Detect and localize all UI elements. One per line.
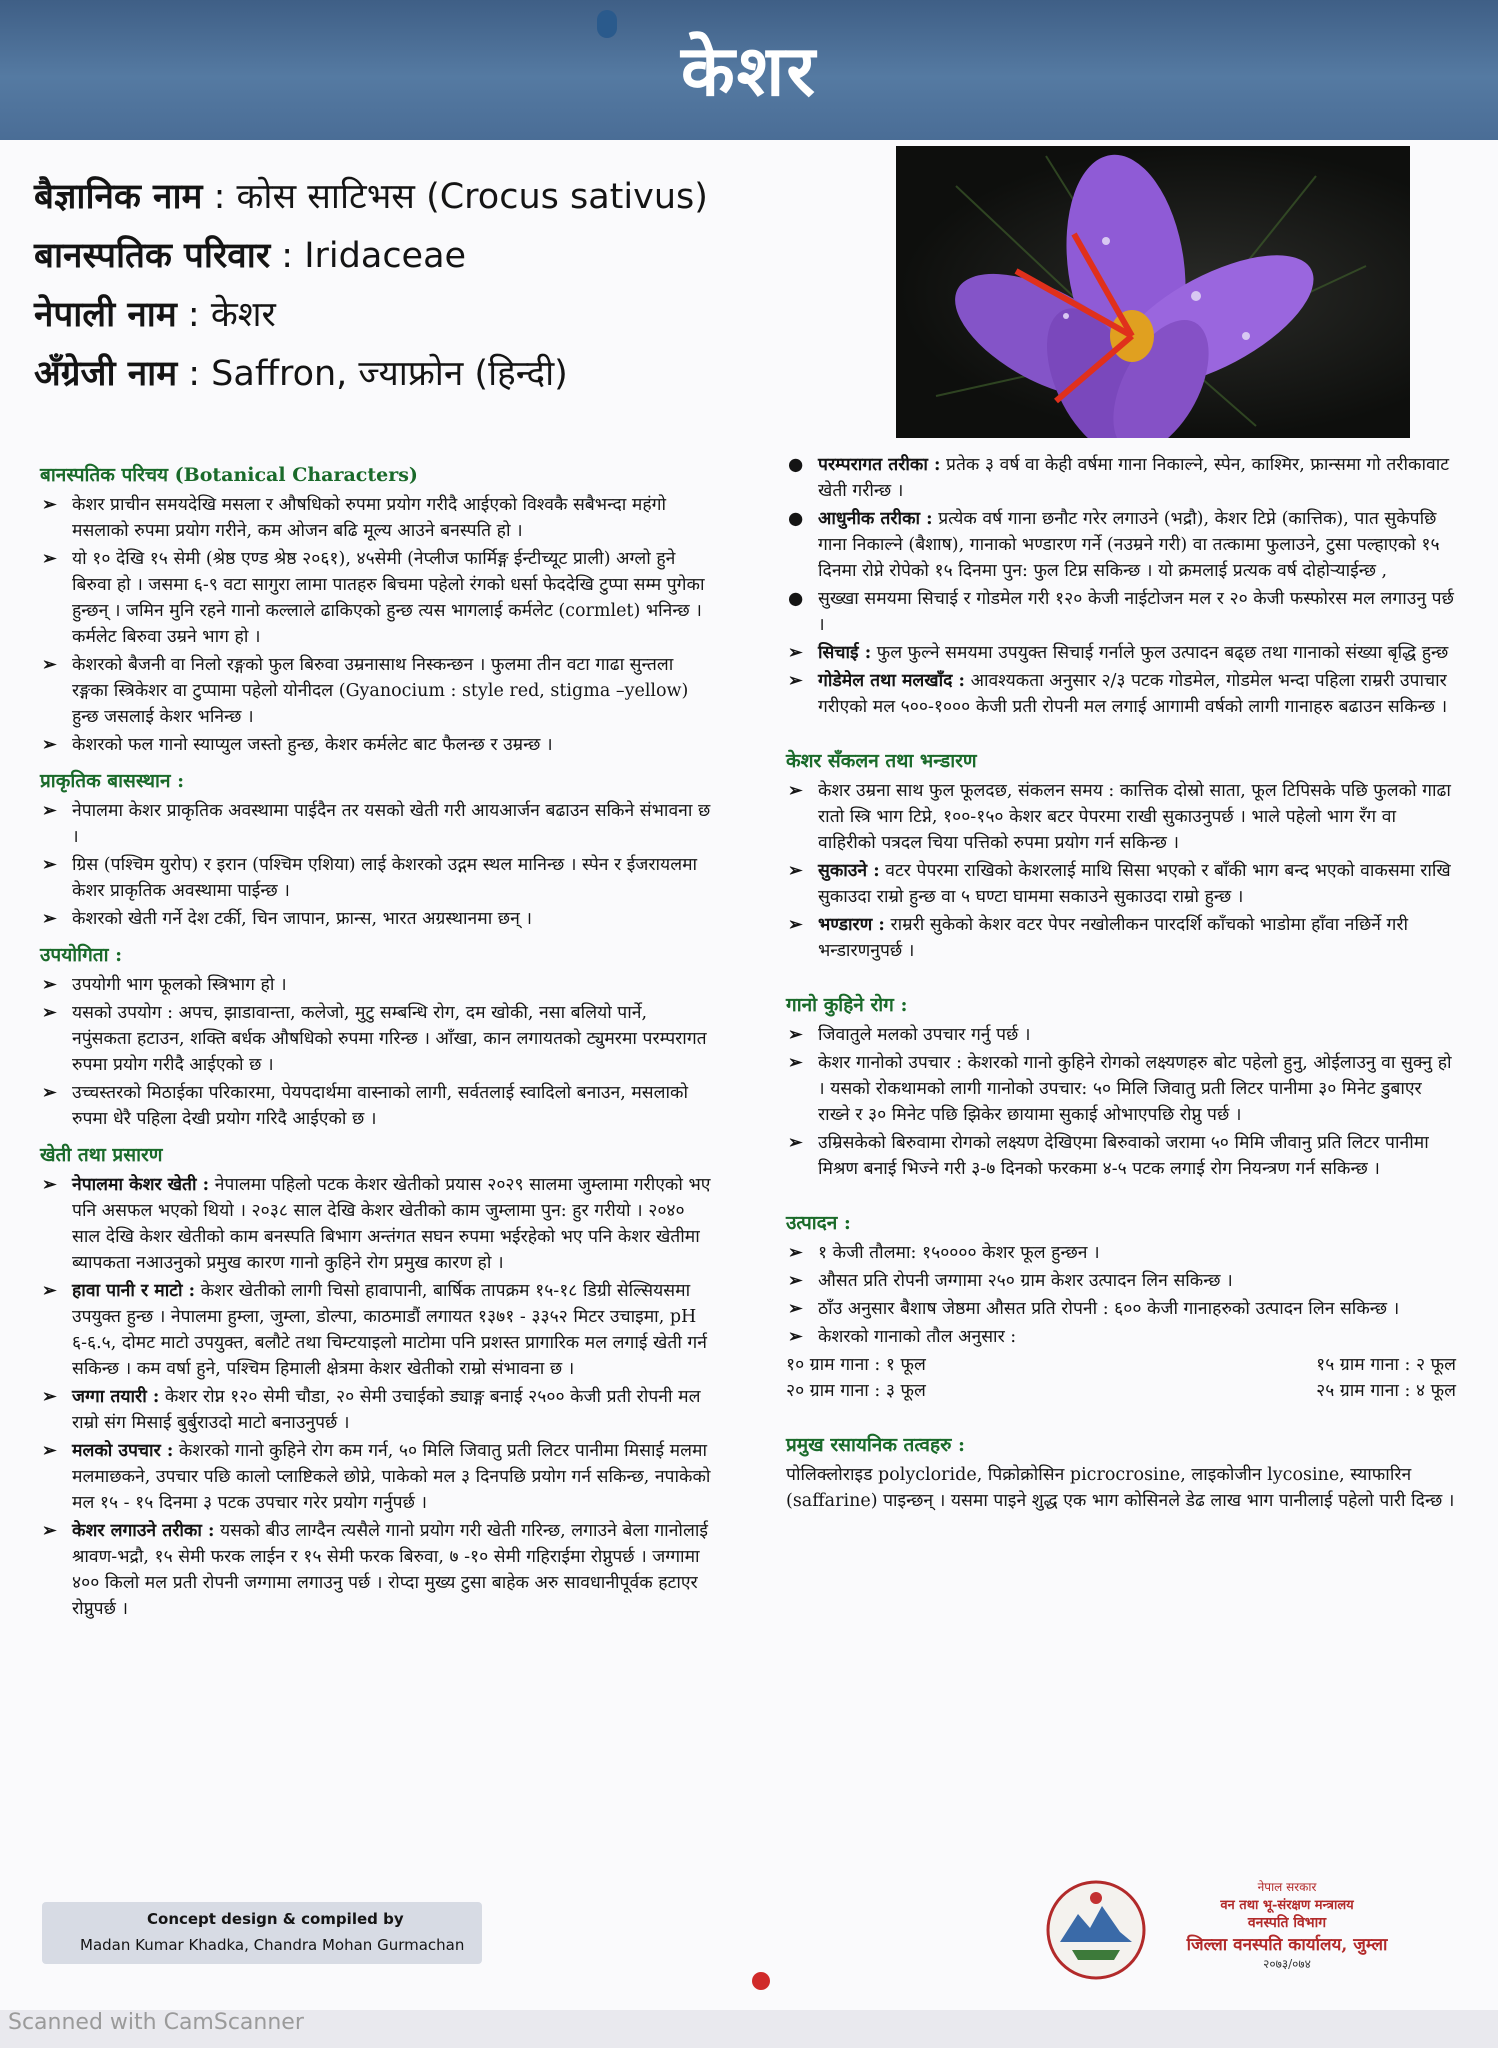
poster-header [0,0,1498,140]
item-text: केशर उम्रना साथ फुल फूलदछ, संकलन समय : कात्तिक दोस्रो साता, फूल टिपिसके पछि फुलको गाढा रातो स्त्रि भाग टिप्ने, १००-१५० केशर बटर पेपरमा राखी सुकाउनुपर्छ । भाले पहेलो भाग रँग वा वाहिरीको पत्रदल चिया पत्तिको रुपमा प्रयोग गर्न सकिन्छ । [818,781,1451,853]
item-text: प्रतेक ३ वर्ष वा केही वर्षमा गाना निकाल्ने, स्पेन, काश्मिर, फ्रान्समा गो तरीकावाट खेती गरीन्छ । [818,455,1450,501]
arrow-bullet-icon: ➢ [42,1175,57,1195]
item-lead: आधुनीक तरीका : [818,509,933,529]
arrow-bullet-icon: ➢ [42,801,57,821]
list-item [40,492,712,544]
item-text: केशरको गानो कुहिने रोग कम गर्न, ५० मिलि जिवातु प्रती लिटर पानीमा मिसाई मलमा मलमाछकने, उपचार पछि कालो प्लाष्टिकले छोप्ने, पाकेको मल ३ दिनपछि प्रयोग गर्न सकिन्छ, नपाकेको मल १५ - १५ दिनमा ३ पटक उपचार गरेर प्रयोग गर्नुपर्छ । [72,1441,711,1513]
office-block [1162,1878,1412,1972]
item-text: केशर गानोको उपचार : केशरको गानो कुहिने रोगको लक्ष्यणहरु बोट पहेलो हुनु, ओईलाउनु वा सुक्नु हो । यसको रोकथामको लागी गानोको उपचार: ५० मिलि जिवातु प्रती लिटर पानीमा ३० मिनेट डुबाएर राख्ने र ३० मिनेट पछि झिकेर छायामा सुकाई ओभाएपछि रोप्नु पर्छ । [818,1053,1452,1125]
item-lead: हावा पानी र माटो : [72,1281,196,1301]
arrow-bullet-icon: ➢ [788,1243,803,1263]
item-text: केशरको गानाको तौल अनुसार : [818,1327,1017,1347]
bullet-dot-icon: ● [788,455,804,475]
weight-left: २० ग्राम गाना : ३ फूल [786,1381,926,1401]
arrow-bullet-icon: ➢ [788,643,803,663]
item-text: केशरको खेती गर्ने देश टर्की, चिन जापान, फ्रान्स, भारत अग्रस्थानमा छन् । [72,909,532,929]
item-lead: भण्डारण : [818,915,885,935]
list-item [40,1438,712,1516]
list-item [786,1050,1456,1128]
red-pin-icon [752,1972,770,1990]
list-item [786,1296,1456,1322]
arrow-bullet-icon: ➢ [788,781,803,801]
list-item [786,858,1456,910]
section-heading: खेती तथा प्रसारण [40,1144,163,1166]
item-text: उपयोगी भाग फूलको स्त्रिभाग हो । [72,975,287,995]
item-lead: मलको उपचार : [72,1441,174,1461]
item-text: नेपालमा पहिलो पटक केशर खेतीको प्रयास २०२९ सालमा जुम्लामा गरीएको भए पनि असफल भएको थियो । २०३८ साल देखि केशर खेतीको काम जुम्लामा पुन: हुर गरीयो । २०४० साल देखि केशर खेतीको काम बनस्पति बिभाग अन्तंगत सघन रुपमा भईरहेको भए पनि केशर खेतीमा ब्यापकता नआउनुको प्रमुख कारण गानो कुहिने रोग प्रमुख कारण हो । [72,1175,711,1273]
weight-right: २५ ग्राम गाना : ४ फूल [1316,1381,1456,1401]
list-item [40,852,712,904]
list-item [40,1278,712,1382]
arrow-bullet-icon: ➢ [788,915,803,935]
list-item [40,652,712,730]
item-text: यो १० देखि १५ सेमी (श्रेष्ठ एण्ड श्रेष्ठ २०६१), ४५सेमी (नेप्लीज फार्मिङ्ग ईन्टीच्यूट प्राली) अग्लो हुने बिरुवा हो । जसमा ६-९ वटा सागुरा लामा पातहरु बिचमा पहेलो रंगको धर्सा फेददेखि टुप्पा सम्म पुगेका हुन्छन् । जमिन मुनि रहने गानो कल्लाले ढाकिएको हुन्छ त्यस भागलाई कर्मलेट (cormlet) भनिन्छ । कर्मलेट बिरुवा उम्रने भाग हो । [72,549,705,647]
item-lead: सुकाउने : [818,861,880,881]
nepali-name-label: नेपाली नाम [34,295,177,335]
item-text: केशरको फल गानो स्याप्युल जस्तो हुन्छ, केशर कर्मलेट बाट फैलन्छ र उम्रन्छ । [72,735,553,755]
poster-title: केशर [681,30,817,112]
item-text: फुल फुल्ने समयमा उपयुक्त सिचाई गर्नाले फुल उत्पादन बढ्छ तथा गानाको संख्या बृद्धि हुन्छ [876,643,1449,663]
list-item [786,1324,1456,1350]
arrow-bullet-icon: ➢ [42,1281,57,1301]
section-heading: उपयोगिता : [40,944,123,966]
office-line-ministry: वन तथा भू-संरक्षण मन्त्रालय [1220,1898,1354,1913]
item-lead: नेपालमा केशर खेती : [72,1175,210,1195]
scientific-name-value: : कोस साटिभस (Crocus sativus) [213,177,708,217]
family-label: बानस्पतिक परिवार [34,236,271,276]
item-lead: गोडेमेल तथा मलखाँद : [818,671,965,691]
item-text: केशर रोप्न १२० सेमी चौडा, २० सेमी उचाईको ड्याङ्ग बनाई २५०० केजी प्रती रोपनी मल राम्रो संग मिसाई बुर्बुराउदो माटो बनाउनुपर्छ । [72,1387,701,1433]
item-text: राम्ररी सुकेको केशर वटर पेपर नखोलीकन पारदर्शि काँचको भाडोमा हाँवा नछिर्ने गरी भन्डारणनुपर्छ । [818,915,1409,961]
credit-names: Madan Kumar Khadka, Chandra Mohan Gurmachan [80,1936,465,1954]
item-text: सुख्खा समयमा सिचाई र गोडमेल गरी १२० केजी नाईटोजन मल र २० केजी फस्फोरस मल लगाउनु पर्छ । [818,589,1454,635]
list-item [40,906,712,932]
arrow-bullet-icon: ➢ [42,1003,57,1023]
item-text: उम्रिसकेको बिरुवामा रोगको लक्ष्यण देखिएमा बिरुवाको जरामा ५० मिमि जीवानु प्रति लिटर पानीमा मिश्रण बनाई भिज्ने गरी ३-७ दिनको फरकमा ४-५ पटक लगाई रोग नियन्त्रण गर्न सकिन्छ । [818,1133,1429,1179]
office-line-department: वनस्पति विभाग [1247,1915,1327,1931]
nepali-name-value: : केशर [187,295,276,335]
list-item [40,732,712,758]
nepali-name-line [34,290,864,337]
list-item [786,640,1456,666]
list-item [40,1080,712,1132]
section-heading: उत्पादन : [786,1212,851,1234]
english-name-line [34,349,864,396]
credit-title: Concept design & compiled by [147,1910,404,1928]
arrow-bullet-icon: ➢ [42,975,57,995]
section-heading: केशर सँकलन तथा भन्डारण [786,750,977,772]
list-item [40,1172,712,1276]
list-item [786,1268,1456,1294]
crocus-flower-icon [896,146,1410,438]
item-text: प्रत्येक वर्ष गाना छनौट गरेर लगाउने (भद्रौ), केशर टिप्ने (कात्तिक), पात सुकेपछि गाना निकाल्ने (बैशाष), गानाको भण्डारण गर्ने (नउम्रने गरी) वा तत्कामा फुलाउने, टुसा पल्हाएको १५ दिनमा रोप्ने रोपेको १५ दिनमा पुन: फुल टिप्न सकिन्छ । यो क्रमलाई प्रत्यक वर्ष दोहोऱ्याईन्छ , [818,509,1440,581]
list-item [786,452,1456,504]
list-item [40,1384,712,1436]
item-text: केशरको बैजनी वा निलो रङ्गको फुल बिरुवा उम्रनासाथ निस्कन्छन । फुलमा तीन वटा गाढा सुन्तला रङ्गका स्त्रिकेशर वा टुप्पामा पहेलो योनीदल (Gyanocium : style red, stigma –yellow) हुन्छ जसलाई केशर भनिन्छ । [72,655,689,727]
english-name-label: अँग्रेजी नाम [34,354,178,394]
identity-block [34,172,864,408]
item-text: औसत प्रति रोपनी जग्गामा २५० ग्राम केशर उत्पादन लिन सकिन्छ । [818,1271,1233,1291]
arrow-bullet-icon: ➢ [42,1521,57,1541]
list-item [786,778,1456,856]
arrow-bullet-icon: ➢ [42,909,57,929]
list-item [40,972,712,998]
weight-left: १० ग्राम गाना : १ फूल [786,1355,926,1375]
arrow-bullet-icon: ➢ [42,855,57,875]
item-lead: केशर लगाउने तरीका : [72,1521,215,1541]
item-text: यसको उपयोग : अपच, झाडावान्ता, कलेजो, मुटु सम्बन्धि रोग, दम खोकी, नसा बलियो पार्ने, नपुंसकता हटाउन, शक्ति बर्धक औषधिको रुपमा गरिन्छ । आँखा, कान लगायतको ट्युमरमा परम्परागत रुपमा प्रयोग गरीदै आईएको छ । [72,1003,707,1075]
arrow-bullet-icon: ➢ [42,549,57,569]
english-name-value: : Saffron, ज्याफ्रोन (हिन्दी) [188,354,568,394]
section-heading: बानस्पतिक परिचय (Botanical Characters) [40,464,418,486]
arrow-bullet-icon: ➢ [42,655,57,675]
list-item [786,1240,1456,1266]
right-column [786,452,1456,1514]
item-text: केशर खेतीको लागी चिसो हावापानी, बार्षिक तापक्रम १५-१८ डिग्री सेल्सियसमा उपयुक्त हुन्छ । नेपालमा हुम्ला, जुम्ला, डोल्पा, काठमाडौं लगायत १३७१ - ३३५२ मिटर उचाइमा, pH ६-६.५, दोमट माटो उपयुक्त, बलौटे तथा चिम्टयाइलो माटोमा पनि प्रशस्त प्रागारिक मल लगाई खेती गर्न सकिन्छ । कम वर्षा हुने, पश्चिम हिमाली क्षेत्रमा केशर खेतीको राम्रो संभावना छ । [72,1281,707,1379]
item-text: १ केजी तौलमा: १५०००० केशर फूल हुन्छन । [818,1243,1100,1263]
family-value: : Iridaceae [281,236,467,276]
arrow-bullet-icon: ➢ [788,1271,803,1291]
list-item [40,546,712,650]
arrow-bullet-icon: ➢ [788,1025,803,1045]
item-text: नेपालमा केशर प्राकृतिक अवस्थामा पाईदैन तर यसको खेती गरी आयआर्जन बढाउन सकिने संभावना छ । [72,801,711,847]
credit-box [42,1902,482,1964]
arrow-bullet-icon: ➢ [42,1083,57,1103]
item-text: ठाँउ अनुसार बैशाष जेष्ठमा औसत प्रति रोपनी : ६०० केजी गानाहरुको उत्पादन लिन सकिन्छ । [818,1299,1400,1319]
office-line-district: जिल्ला वनस्पति कार्यालय, जुम्ला [1186,1935,1388,1955]
weight-row [786,1352,1456,1378]
arrow-bullet-icon: ➢ [788,861,803,881]
list-item [40,1518,712,1622]
list-item [786,1130,1456,1182]
list-item [40,1000,712,1078]
item-text: आवश्यकता अनुसार २/३ पटक गोडमेल, गोडमेल भन्दा पहिला राम्ररी उपाचार गरीएको मल ५००-१००० केजी प्रती रोपनी मल लगाई आगामी वर्षको लागी गानाहरु बढाउन सकिन्छ । [818,671,1448,717]
bullet-dot-icon: ● [788,509,804,529]
family-line [34,231,864,278]
item-text: उच्चस्तरको मिठाईका परिकारमा, पेयपदार्थमा वास्नाको लागी, सर्वतलाई स्वादिलो बनाउन, मसलाको रुपमा धेरै पहिला देखी प्रयोग गरिदै आईएको छ । [72,1083,688,1129]
office-line-government: नेपाल सरकार [1257,1880,1317,1894]
bullet-dot-icon: ● [788,589,804,609]
weight-right: १५ ग्राम गाना : २ फूल [1316,1355,1456,1375]
list-item [786,668,1456,720]
arrow-bullet-icon: ➢ [42,495,57,515]
office-line-year: २०७३/०७४ [1263,1957,1311,1971]
item-text: केशर प्राचीन समयदेखि मसला र औषधिको रुपमा प्रयोग गरीदै आईएको विश्वकै सबैभन्दा महंगो मसलाको रुपमा प्रयोग गरीने, कम ओजन बढि मूल्य आउने बनस्पति हो । [72,495,667,541]
list-item [786,912,1456,964]
section-heading: प्राकृतिक बासस्थान : [40,770,185,792]
list-item [786,1022,1456,1048]
section-heading: गानो कुहिने रोग : [786,994,908,1016]
left-column [40,452,712,1624]
scanner-watermark: Scanned with CamScanner [8,2010,304,2035]
saffron-flower-photo [896,146,1410,438]
weight-row [786,1378,1456,1404]
list-item [786,586,1456,638]
arrow-bullet-icon: ➢ [42,1387,57,1407]
item-lead: सिचाई : [818,643,872,663]
government-emblem [1044,1878,1148,1982]
arrow-bullet-icon: ➢ [42,735,57,755]
item-text: जिवातुले मलको उपचार गर्नु पर्छ । [818,1025,1031,1045]
arrow-bullet-icon: ➢ [788,1327,803,1347]
list-item [786,506,1456,584]
chemicals-text: पोलिक्लोराइड polycloride, पिक्रोक्रोसिन picrocrosine, लाइकोजीन lycosine, स्याफारिन (saffarine) पाइन्छन् । यसमा पाइने शुद्ध एक भाग कोसिनले डेढ लाख भाग पानीलाई पहेलो पारी दिन्छ । [786,1465,1455,1511]
chemicals-heading: प्रमुख रसायनिक तत्वहरु : [786,1434,966,1456]
item-text: ग्रिस (पश्चिम युरोप) र इरान (पश्चिम एशिया) लाई केशरको उद्गम स्थल मानिन्छ । स्पेन र ईजरायलमा केशर प्राकृतिक अवस्थामा पाईन्छ । [72,855,698,901]
scientific-name-line [34,172,864,219]
arrow-bullet-icon: ➢ [788,1299,803,1319]
scientific-name-label: बैज्ञानिक नाम [34,177,203,217]
arrow-bullet-icon: ➢ [42,1441,57,1461]
item-lead: जग्गा तयारी : [72,1387,160,1407]
arrow-bullet-icon: ➢ [788,1053,803,1073]
arrow-bullet-icon: ➢ [788,1133,803,1153]
nepal-emblem-icon [1044,1878,1148,1982]
item-text: यसको बीउ लाग्दैन त्यसैले गानो प्रयोग गरी खेती गरिन्छ, लगाउने बेला गानोलाई श्रावण-भद्रौ, १५ सेमी फरक लाईन र १५ सेमी फरक बिरुवा, ७ -१० सेमी गहिराईमा रोप्नुपर्छ । जग्गामा ४०० किलो मल प्रती रोपनी जग्गामा लगाउनु पर्छ । रोप्दा मुख्य टुसा बाहेक अरु सावधानीपूर्वक हटाएर रोप्नुपर्छ । [72,1521,708,1619]
item-lead: परम्परागत तरीका : [818,455,941,475]
item-text: वटर पेपरमा राखिको केशरलाई माथि सिसा भएको र बाँकी भाग बन्द भएको वाकसमा राखि सुकाउदा राम्रो हुन्छ वा ५ घण्टा घाममा सकाउने सुकाउदा राम्रो हुन्छ । [818,861,1451,907]
list-item [40,798,712,850]
arrow-bullet-icon: ➢ [788,671,803,691]
